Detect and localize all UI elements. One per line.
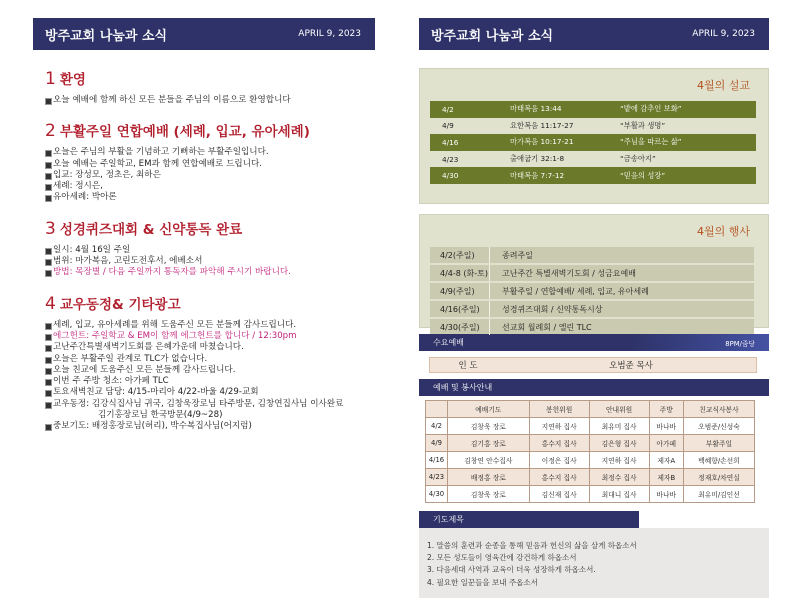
duty-cell: 김은형 집사 [589, 435, 649, 452]
announcement-item: 일시: 4월 16일 주일 [45, 245, 375, 256]
wednesday-leader-name: 오범준 목사 [609, 361, 653, 371]
duty-cell: 4/16 [426, 452, 448, 469]
duty-cell: 부활주일 [683, 435, 754, 452]
sermon-theme: “믿음의 성장” [620, 170, 666, 180]
prayer-list [419, 528, 769, 598]
sermon-date: 4/16 [442, 137, 459, 147]
duty-header-cell [426, 401, 448, 418]
sermon-theme: “부활과 생명” [620, 120, 666, 130]
announcement-item: 김기홍장로님 한국방문(4/9~28) [98, 410, 223, 421]
sermon-theme: “주님을 따르는 삶” [620, 137, 682, 147]
right-column [419, 18, 769, 598]
section-number: 3 [45, 218, 56, 239]
prayer-item: 1. 말씀의 훈련과 순종을 통해 믿음과 헌신의 삶을 살게 하옵소서 [427, 541, 637, 550]
duty-cell: 지연하 집사 [589, 452, 649, 469]
duty-cell: 제자B [649, 469, 683, 486]
prayer-label: 기도제목 [433, 515, 464, 524]
duty-cell: 제자A [649, 452, 683, 469]
event-name: 성경퀴즈대회 / 신약통독시상 [502, 304, 603, 314]
duty-cell: 최유미 집사 [589, 418, 649, 435]
announcement-section [33, 218, 375, 279]
left-header-title: 방주교회 나눔과 소식 [45, 28, 168, 44]
section-number: 2 [45, 121, 56, 142]
duty-cell: 최유미/김인선 [683, 486, 754, 503]
announcement-item: 입교: 장성모, 정초은, 최하은 [45, 170, 375, 181]
announcement-item: 토요새벽친교 담당: 4/15-마리아 4/22-바울 4/29-교회 [45, 387, 375, 398]
wednesday-service-bar [419, 334, 769, 351]
announcement-item: 범위: 마가복음, 고린도전후서, 에베소서 [45, 256, 375, 267]
sermon-theme: “금송아지” [620, 154, 656, 164]
left-header-banner [33, 18, 375, 50]
announcement-item: 오늘 친교에 도움주신 모든 분들께 감사드립니다. [45, 365, 375, 376]
event-row [430, 301, 754, 317]
duty-header-cell: 예배기도 [448, 401, 530, 418]
duty-cell: 4/30 [426, 486, 448, 503]
event-row [430, 283, 754, 299]
announcement-item: 유아세례: 박아론 [45, 192, 375, 203]
announcement-section [33, 68, 375, 106]
right-header-banner [419, 18, 769, 50]
prayer-item: 4. 필요한 일꾼들을 보내 주옵소서 [427, 577, 538, 587]
wednesday-service-label: 수요예배 [433, 338, 464, 347]
duty-cell: 4/9 [426, 435, 448, 452]
duty-row [426, 469, 755, 486]
duty-cell: 최정수 집사 [589, 469, 649, 486]
duty-header-cell: 봉헌위원 [529, 401, 589, 418]
events-schedule-title: 4월의 행사 [697, 225, 750, 238]
duty-header-cell: 친교식사봉사 [683, 401, 754, 418]
duty-header-cell: 주방 [649, 401, 683, 418]
duty-cell: 이정은 집사 [529, 452, 589, 469]
announcement-section [33, 120, 375, 203]
event-date: 4/9(주일) [430, 283, 490, 299]
announcement-item: 오늘은 주님의 부활을 기념하고 기뻐하는 부활주일입니다. [45, 147, 375, 158]
sermon-row [430, 151, 756, 168]
duty-cell: 배정홍 장로 [448, 469, 530, 486]
duty-cell: 김기홍 장로 [448, 435, 530, 452]
section-title [45, 120, 375, 141]
event-name: 종려주일 [502, 250, 533, 260]
announcement-item: 세례: 정시은, [45, 181, 375, 192]
duty-cell: 바나바 [649, 486, 683, 503]
duty-cell: 김창욱 장로 [448, 486, 530, 503]
right-header-date: APRIL 9, 2023 [692, 29, 755, 39]
section-title [45, 293, 375, 314]
service-duty-table [425, 400, 755, 503]
left-column [33, 18, 375, 433]
event-date: 4/16(주일) [430, 301, 490, 317]
sermon-passage: 마가복음 10:17-21 [510, 137, 574, 147]
duty-cell: 최대니 집사 [589, 486, 649, 503]
sermon-passage: 마태복음 7:7-12 [510, 170, 565, 180]
sermon-date: 4/2 [442, 104, 454, 114]
sermon-theme: “밭에 감추인 보화” [620, 104, 682, 114]
event-row [430, 319, 754, 335]
sermon-passage: 요한복음 11:17-27 [510, 120, 574, 130]
sermon-date: 4/9 [442, 121, 454, 131]
wednesday-service-time: 8PM/줌당 [725, 339, 755, 348]
duty-cell: 김신재 집사 [529, 486, 589, 503]
announcement-item: 에그헌트: 주일학교 & EM이 함께 에그헌트를 합니다 / 12:30pm [45, 331, 375, 342]
event-date: 4/2(주일) [430, 247, 490, 263]
announcement-section [33, 293, 375, 433]
duty-cell: 홍수지 집사 [529, 469, 589, 486]
duty-cell: 김창연 안수집사 [448, 452, 530, 469]
section-heading: 환영 [59, 72, 86, 88]
prayer-bar [419, 511, 639, 528]
right-header-title: 방주교회 나눔과 소식 [431, 28, 554, 44]
sermon-passage: 출애굽기 32:1-8 [510, 154, 565, 164]
duty-cell: 백혜향/손선희 [683, 452, 754, 469]
section-heading: 부활주일 연합예배 (세례, 입교, 유아세례) [59, 124, 310, 141]
announcements [33, 68, 375, 433]
sermon-schedule-title: 4월의 설교 [697, 79, 750, 92]
duty-header-cell: 안내위원 [589, 401, 649, 418]
duty-row [426, 452, 755, 469]
prayer-item: 2. 모든 성도들이 영육간에 강건하게 하옵소서 [427, 553, 577, 563]
sermon-passage: 마태복음 13:44 [510, 104, 562, 114]
section-number: 1 [45, 69, 56, 89]
events-schedule [419, 214, 769, 332]
announcement-item: 오늘 예배에 함께 하신 모든 분들을 주님의 이름으로 환영합니다 [45, 95, 375, 106]
announcement-item: 교우동정: 김강식집사님 귀국, 김창욱장로님 타주방문, 김창연집사님 이사완료 [45, 399, 375, 410]
section-title [45, 218, 375, 239]
duty-row [426, 435, 755, 452]
wednesday-leader-role: 인 도 [458, 361, 478, 371]
event-date: 4/30(주일) [430, 319, 490, 335]
announcement-item: 오늘 예배는 주일학교, EM과 함께 연합예배로 드립니다. [45, 159, 375, 170]
event-name: 부활주일 / 연합예배/ 세례, 입교, 유아세례 [502, 286, 649, 296]
section-number: 4 [45, 293, 56, 314]
prayer-item: 3. 다음세대 사역과 교육이 더욱 성장하게 하옵소서. [427, 565, 596, 575]
duty-row [426, 418, 755, 435]
duty-cell: 지연하 집사 [529, 418, 589, 435]
sermon-date: 4/30 [442, 171, 459, 181]
duty-cell: 정재호/차연실 [683, 469, 754, 486]
sermon-row [430, 134, 756, 151]
announcement-item: 방법: 목장별 / 다음 주일까지 통독자를 파악해 주시기 바랍니다. [45, 267, 375, 278]
duty-cell: 4/23 [426, 469, 448, 486]
sermon-row [430, 167, 756, 184]
event-row [430, 247, 754, 263]
announcement-item: 중보기도: 배정홍장로님(허리), 박수복집사님(어지럼) [45, 421, 375, 432]
duty-cell: 오범준/신성숙 [683, 418, 754, 435]
service-guide-bar [419, 379, 769, 396]
left-header-date: APRIL 9, 2023 [298, 29, 361, 39]
section-heading: 성경퀴즈대회 & 신약통독 완료 [59, 221, 243, 238]
sermon-schedule [419, 68, 769, 204]
section-heading: 교우동정& 기타광고 [59, 296, 181, 313]
duty-cell: 김창욱 장로 [448, 418, 530, 435]
duty-header-row [426, 401, 755, 418]
duty-cell: 4/2 [426, 418, 448, 435]
announcement-item: 세례, 입교, 유아세례를 위해 도움주신 모든 분들께 감사드립니다. [45, 320, 375, 331]
duty-cell: 홍수지 집사 [529, 435, 589, 452]
announcement-item: 이번 주 주방 청소: 아가페 TLC [45, 376, 375, 387]
sermon-row [430, 101, 756, 118]
sermon-date: 4/23 [442, 154, 459, 164]
sermon-row [430, 118, 756, 135]
wednesday-leader-row [429, 357, 757, 373]
announcement-item: 오늘은 부활주일 관계로 TLC가 없습니다. [45, 354, 375, 365]
event-date: 4/4-8 (화-토) [430, 265, 490, 281]
announcement-item: 고난주간특별새벽기도회를 은혜가운데 마쳤습니다. [45, 342, 375, 353]
event-row [430, 265, 754, 281]
duty-cell: 바나바 [649, 418, 683, 435]
section-title [45, 68, 375, 89]
event-name: 선교회 월례회 / 엘린 TLC [502, 322, 592, 332]
duty-row [426, 486, 755, 503]
duty-cell: 아가페 [649, 435, 683, 452]
service-guide-label: 예배 및 봉사안내 [433, 383, 493, 392]
event-name: 고난주간 특별새벽기도회 / 성금요예배 [502, 268, 636, 278]
